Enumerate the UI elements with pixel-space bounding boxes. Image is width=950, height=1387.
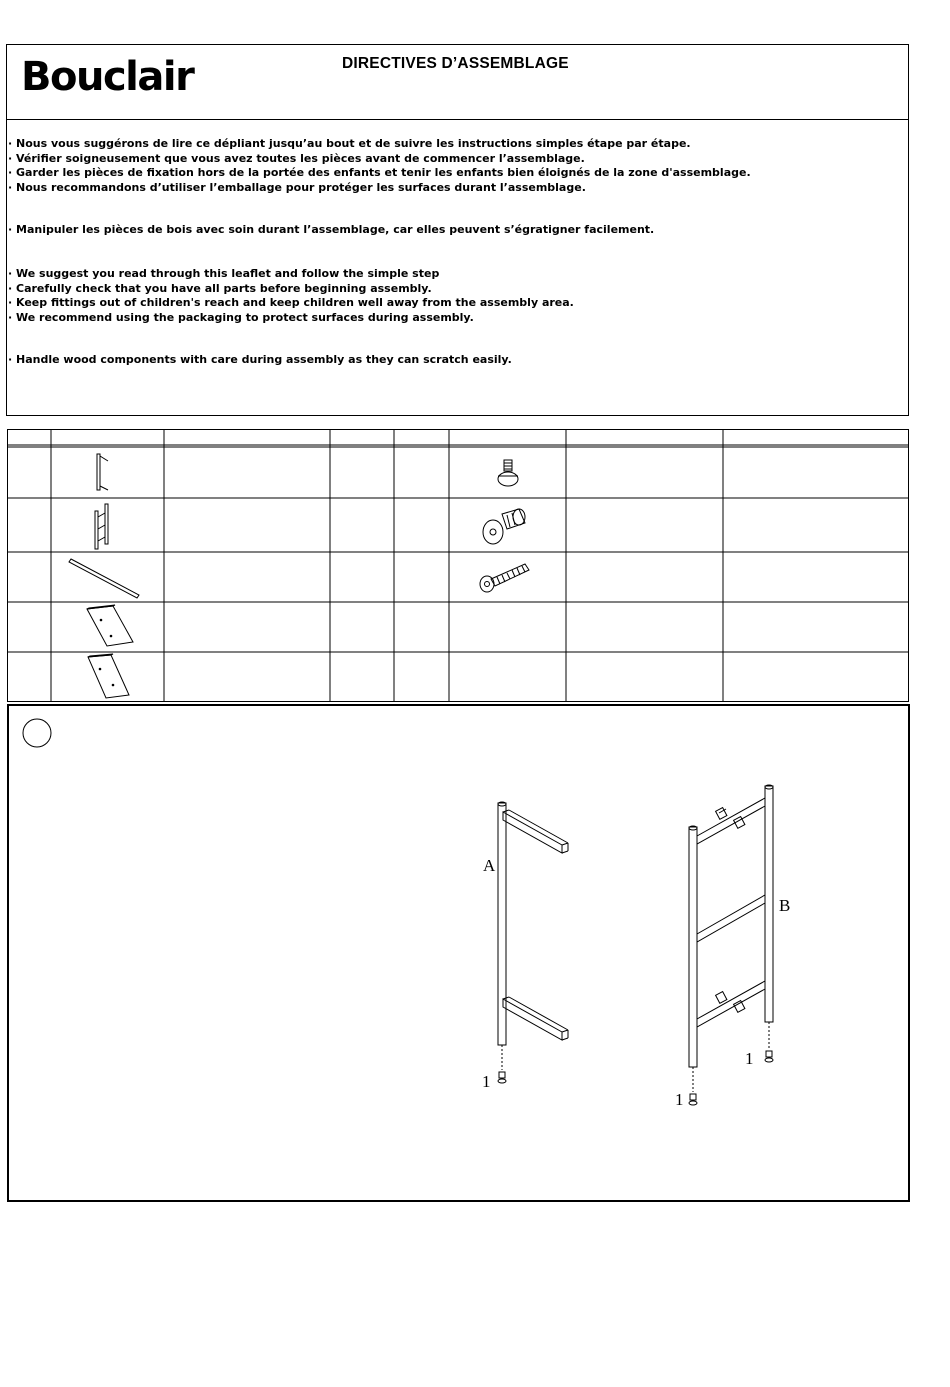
- instruction-line: · Keep fittings out of children's reach and keep children well away from the assembly area.: [8, 296, 574, 310]
- label-foot-b-left: 1: [675, 1090, 684, 1109]
- instruction-line: · Manipuler les pièces de bois avec soin durant l’assemblage, car elles peuvent s’égratigner facilement.: [8, 223, 655, 236]
- instructions-box: [6, 44, 909, 416]
- instruction-line: · Nous recommandons d’utiliser l’emballage pour protéger les surfaces durant l’assemblage.: [8, 180, 586, 194]
- frame-side-b-icon: [95, 504, 108, 549]
- assembly-step-box: [7, 704, 910, 1202]
- note-english: [8, 353, 512, 368]
- header-divider: [7, 119, 908, 120]
- label-frame-b: B: [779, 896, 791, 915]
- parts-table-grid: [7, 429, 909, 703]
- label-frame-a: A: [483, 856, 496, 875]
- step-illustration: [9, 706, 908, 1200]
- label-foot-a: 1: [482, 1072, 491, 1091]
- leveling-foot-icon: [498, 460, 518, 486]
- instruction-line: · Nous vous suggérons de lire ce dépliant jusqu’au bout et de suivre les instructions simples étape par étape.: [8, 137, 691, 150]
- panel-small-icon: [88, 654, 129, 698]
- note-french: [8, 223, 654, 238]
- instructions-french: [8, 137, 751, 195]
- instructions-english: [8, 267, 574, 325]
- frame-side-a-icon: [97, 454, 108, 490]
- screw-icon: [480, 564, 529, 592]
- instruction-line: · We suggest you read through this leaflet and follow the simple step: [8, 267, 440, 280]
- rod-icon: [69, 559, 139, 598]
- instruction-line: · We recommend using the packaging to protect surfaces during assembly.: [8, 310, 474, 324]
- step-number-circle: [23, 719, 51, 747]
- parts-table: [7, 429, 909, 702]
- connector-bolt-icon: [483, 509, 525, 544]
- frame-a-drawing: [498, 802, 568, 1083]
- instruction-line: · Vérifier soigneusement que vous avez toutes les pièces avant de commencer l’assemblage.: [8, 151, 585, 165]
- instruction-line: · Carefully check that you have all parts before beginning assembly.: [8, 281, 432, 295]
- label-foot-b-right: 1: [745, 1049, 754, 1068]
- frame-b-drawing: [689, 785, 773, 1105]
- instruction-line: · Handle wood components with care during assembly as they can scratch easily.: [8, 353, 512, 366]
- panel-icon: [87, 605, 133, 646]
- brand-logo: Bouclair: [21, 54, 194, 100]
- instruction-line: · Garder les pièces de fixation hors de la portée des enfants et tenir les enfants bien éloignés de la zone d'assemblage.: [8, 166, 751, 180]
- document-title: DIRECTIVES D’ASSEMBLAGE: [342, 55, 569, 72]
